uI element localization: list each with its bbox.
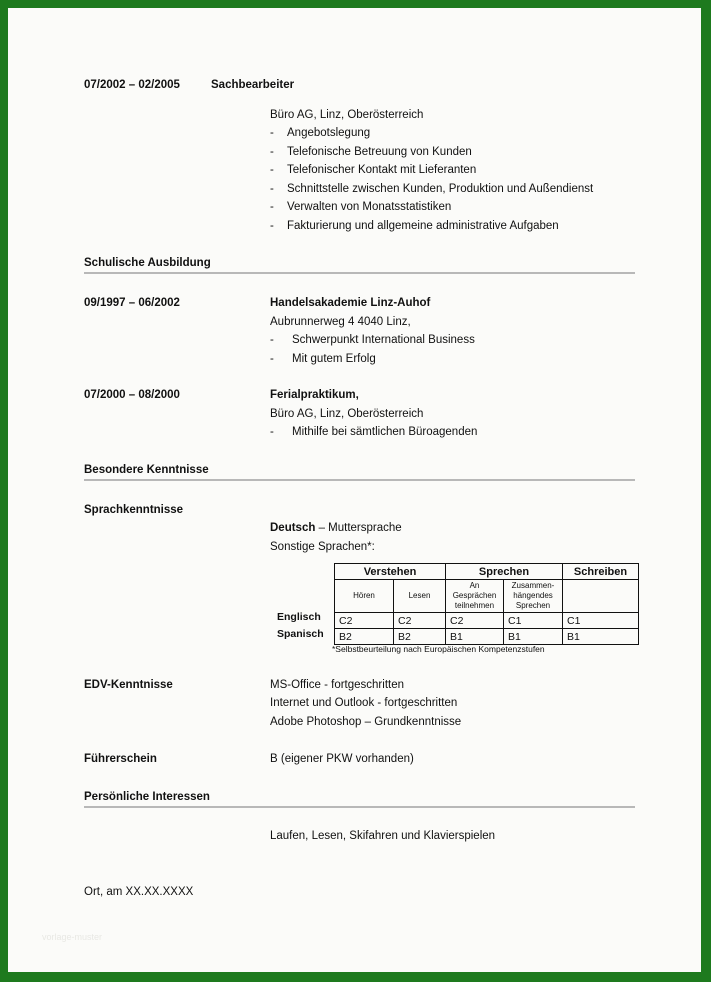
bullet-dash: -	[270, 183, 274, 195]
table-cell: B1	[504, 629, 563, 645]
table-cell: C1	[504, 613, 563, 629]
education-period: 07/2000 – 08/2000	[84, 389, 180, 401]
section-divider	[84, 806, 635, 808]
document-page	[8, 8, 701, 972]
table-footnote: *Selbstbeurteilung nach Europäischen Kompetenzstufen	[332, 644, 545, 654]
watermark: vorlage-muster	[42, 932, 103, 942]
languages-label: Sprachkenntnisse	[84, 504, 184, 516]
job-task: Angebotslegung	[287, 127, 371, 139]
bullet-dash: -	[270, 146, 274, 158]
language-table-header	[335, 564, 639, 580]
language-table	[334, 563, 639, 645]
subheader-writing	[563, 580, 639, 613]
bullet-dash: -	[270, 127, 274, 139]
header-writing: Schreiben	[563, 564, 639, 580]
job-company: Büro AG, Linz, Oberösterreich	[270, 109, 424, 121]
bullet-dash: -	[270, 426, 274, 438]
education-bullet: Schwerpunkt International Business	[292, 334, 475, 346]
education-detail: Aubrunnerweg 4 4040 Linz,	[270, 316, 411, 328]
job-task: Fakturierung und allgemeine administrative Aufgaben	[287, 220, 559, 232]
job-task: Verwalten von Monatsstatistiken	[287, 201, 452, 213]
language-table-subheader	[335, 580, 639, 613]
table-row	[335, 613, 639, 629]
table-cell: C2	[446, 613, 504, 629]
job-task: Schnittstelle zwischen Kunden, Produktion und Außendienst	[287, 183, 594, 195]
license-label: Führerschein	[84, 753, 157, 765]
bullet-dash: -	[270, 201, 274, 213]
table-cell: C1	[563, 613, 639, 629]
table-cell: B2	[335, 629, 394, 645]
section-divider	[84, 479, 635, 481]
other-languages-label: Sonstige Sprachen*:	[270, 541, 375, 553]
skills-heading: Besondere Kenntnisse	[84, 464, 209, 476]
bullet-dash: -	[270, 164, 274, 176]
table-cell: C2	[335, 613, 394, 629]
education-bullet: Mithilfe bei sämtlichen Büroagenden	[292, 426, 478, 438]
job-title: Sachbearbeiter	[211, 79, 295, 91]
table-cell: C2	[394, 613, 446, 629]
place-date-line: Ort, am XX.XX.XXXX	[84, 886, 194, 898]
edv-item: MS-Office - fortgeschritten	[270, 679, 404, 691]
subheader-interaction: An Gesprächen teilnehmen	[446, 580, 504, 613]
education-title: Handelsakademie Linz-Auhof	[270, 297, 431, 309]
license-value: B (eigener PKW vorhanden)	[270, 753, 414, 765]
interests-text: Laufen, Lesen, Skifahren und Klavierspielen	[270, 830, 496, 842]
job-period: 07/2002 – 02/2005	[84, 79, 180, 91]
section-divider	[84, 272, 635, 274]
language-row-label: Englisch	[277, 611, 321, 623]
job-task: Telefonische Betreuung von Kunden	[287, 146, 472, 158]
header-speaking: Sprechen	[446, 564, 563, 580]
table-cell: B1	[563, 629, 639, 645]
subheader-reading: Lesen	[394, 580, 446, 613]
education-bullet: Mit gutem Erfolg	[292, 353, 376, 365]
native-language-suffix: – Muttersprache	[315, 522, 402, 534]
header-understanding: Verstehen	[335, 564, 446, 580]
edv-item: Internet und Outlook - fortgeschritten	[270, 697, 458, 709]
subheader-listening: Hören	[335, 580, 394, 613]
edv-item: Adobe Photoshop – Grundkenntnisse	[270, 716, 462, 728]
table-cell: B1	[446, 629, 504, 645]
interests-heading: Persönliche Interessen	[84, 791, 210, 803]
table-cell: B2	[394, 629, 446, 645]
language-row-label: Spanisch	[277, 628, 324, 640]
education-period: 09/1997 – 06/2002	[84, 297, 180, 309]
bullet-dash: -	[270, 334, 274, 346]
native-language: Deutsch	[270, 522, 316, 534]
native-language-line	[270, 521, 402, 535]
bullet-dash: -	[270, 220, 274, 232]
bullet-dash: -	[270, 353, 274, 365]
education-heading: Schulische Ausbildung	[84, 257, 211, 269]
job-task: Telefonischer Kontakt mit Lieferanten	[287, 164, 477, 176]
education-detail: Büro AG, Linz, Oberösterreich	[270, 408, 424, 420]
education-title: Ferialpraktikum,	[270, 389, 359, 401]
subheader-production: Zusammen-hängendes Sprechen	[504, 580, 563, 613]
edv-label: EDV-Kenntnisse	[84, 679, 173, 691]
